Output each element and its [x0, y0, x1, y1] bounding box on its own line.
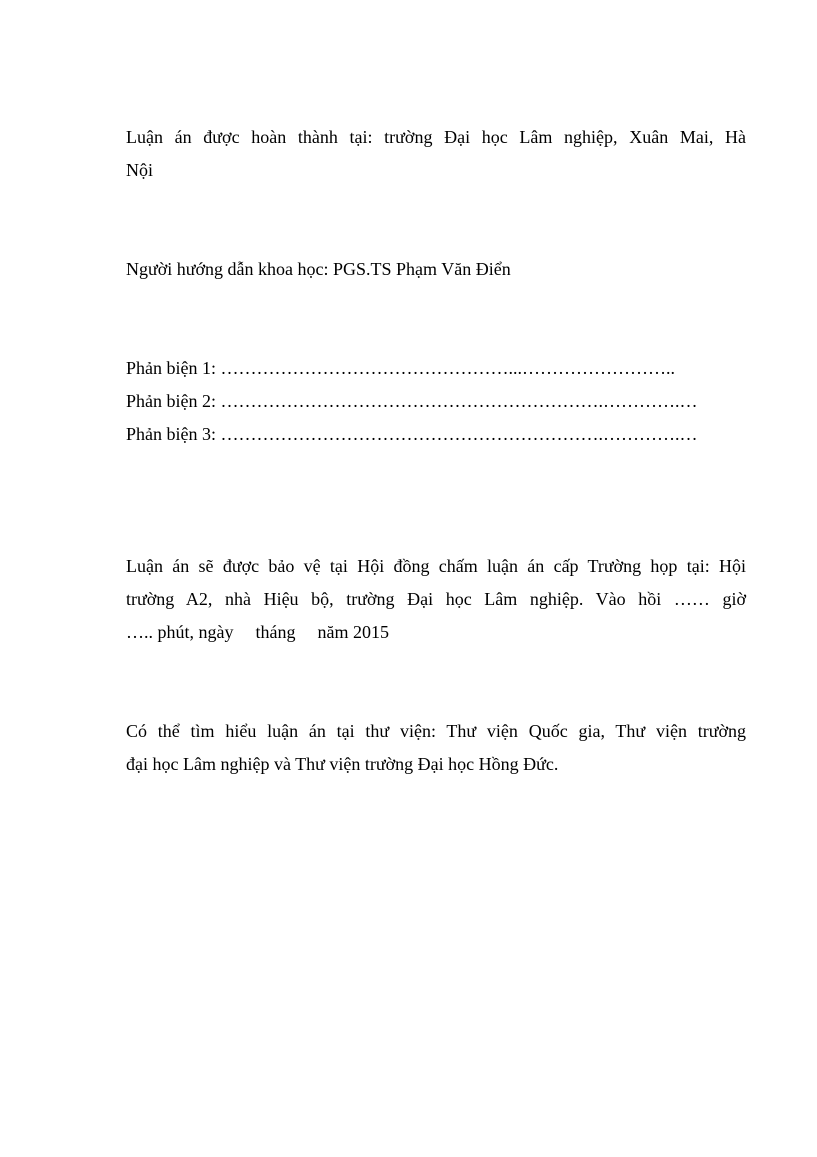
completion-paragraph [126, 121, 746, 187]
defense-time-hour: …… giờ [673, 589, 746, 609]
library-paragraph [126, 715, 746, 781]
supervisor-paragraph [126, 253, 746, 286]
defense-paragraph [126, 550, 746, 649]
defense-line-1: Luận án sẽ được bảo vệ tại Hội đồng chấm luận án cấp Trường họp tại: Hội [126, 556, 746, 576]
defense-time-minute-day: ….. phút, ngày [126, 622, 234, 642]
defense-line-2-text: trường A2, nhà Hiệu bộ, trường Đại học Lâm nghiệp. Vào hồi [126, 589, 662, 609]
defense-line-3 [126, 616, 746, 649]
completion-line-1: Luận án được hoàn thành tại: trường Đại học Lâm nghiệp, Xuân Mai, Hà [126, 127, 746, 147]
defense-month: tháng [255, 622, 296, 642]
defense-year: năm 2015 [317, 622, 389, 642]
defense-line-2 [126, 583, 746, 616]
reviewer-3: Phản biện 3: ……………………………………………………….………….… [126, 424, 698, 444]
reviewer-2: Phản biện 2: ……………………………………………………….………….… [126, 391, 698, 411]
reviewer-1: Phản biện 1: …………………………………………...…………………….. [126, 358, 675, 378]
library-line-1: Có thể tìm hiểu luận án tại thư viện: Thư viện Quốc gia, Thư viện trường [126, 721, 746, 741]
supervisor-line: Người hướng dẫn khoa học: PGS.TS Phạm Văn Điển [126, 259, 511, 279]
library-line-2: đại học Lâm nghiệp và Thư viện trường Đại học Hồng Đức. [126, 754, 559, 774]
completion-line-2: Nội [126, 160, 153, 180]
reviewers-list [126, 352, 746, 451]
